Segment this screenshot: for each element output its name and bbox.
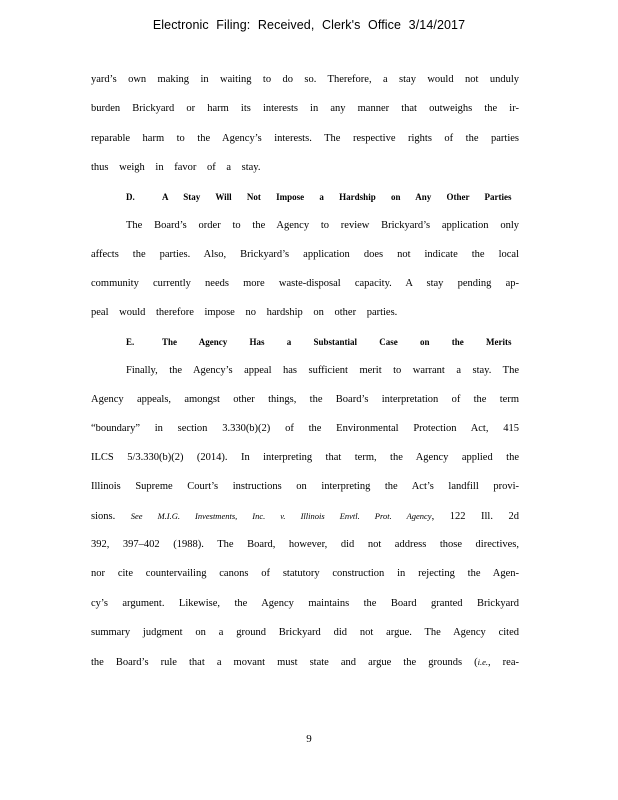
body-text: , 122 Ill. 2d (431, 511, 519, 522)
section-e-heading: The Agency Has a Substantial Case on the Merits (162, 337, 512, 347)
body-line: cy’s argument. Likewise, the Agency maintains the Board granted Brickyard (91, 598, 519, 609)
body-line: reparable harm to the Agency’s interests. The respective rights of the parties (91, 133, 519, 144)
body-line: The Board’s order to the Agency to review Brickyard’s application only (126, 220, 519, 231)
body-line: Agency appeals, amongst other things, the Board’s interpretation of the term (91, 394, 519, 405)
citation-line (91, 507, 519, 525)
body-line: summary judgment on a ground Brickyard did not argue. The Agency cited (91, 627, 519, 638)
body-line: ILCS 5/3.330(b)(2) (2014). In interpreting that term, the Agency applied the (91, 452, 519, 463)
body-text: the Board’s rule that a movant must state and argue the grounds ( (91, 657, 478, 668)
body-text: sions. (91, 511, 116, 522)
section-d-letter: D. (126, 192, 135, 202)
filing-header: Electronic Filing: Received, Clerk's Office 3/14/2017 (152, 18, 466, 32)
case-citation: See M.I.G. Investments, Inc. v. Illinois Envtl. Prot. Agency (130, 511, 432, 521)
page-number: 9 (306, 733, 312, 745)
section-e-letter: E. (126, 337, 135, 347)
body-line: yard’s own making in waiting to do so. Therefore, a stay would not unduly (91, 74, 519, 85)
body-line: burden Brickyard or harm its interests in any manner that outweighs the ir- (91, 103, 519, 114)
body-text: , rea- (487, 657, 519, 668)
body-line: “boundary” in section 3.330(b)(2) of the Environmental Protection Act, 415 (91, 423, 519, 434)
body-line: nor cite countervailing canons of statutory construction in rejecting the Agen- (91, 568, 519, 579)
body-line: thus weigh in favor of a stay. (91, 162, 261, 173)
body-line (91, 653, 519, 671)
body-line: peal would therefore impose no hardship on other parties. (91, 307, 398, 318)
body-line: Illinois Supreme Court’s instructions on interpreting the Act’s landfill provi- (91, 481, 519, 492)
section-d-heading: A Stay Will Not Impose a Hardship on Any Other Parties (162, 192, 512, 202)
body-line: affects the parties. Also, Brickyard’s application does not indicate the local (91, 249, 519, 260)
body-line: Finally, the Agency’s appeal has sufficient merit to warrant a stay. The (126, 365, 519, 376)
latin-abbreviation: i.e. (477, 657, 488, 667)
body-line: community currently needs more waste-disposal capacity. A stay pending ap- (91, 278, 519, 289)
body-line: 392, 397–402 (1988). The Board, however, did not address those directives, (91, 539, 519, 550)
